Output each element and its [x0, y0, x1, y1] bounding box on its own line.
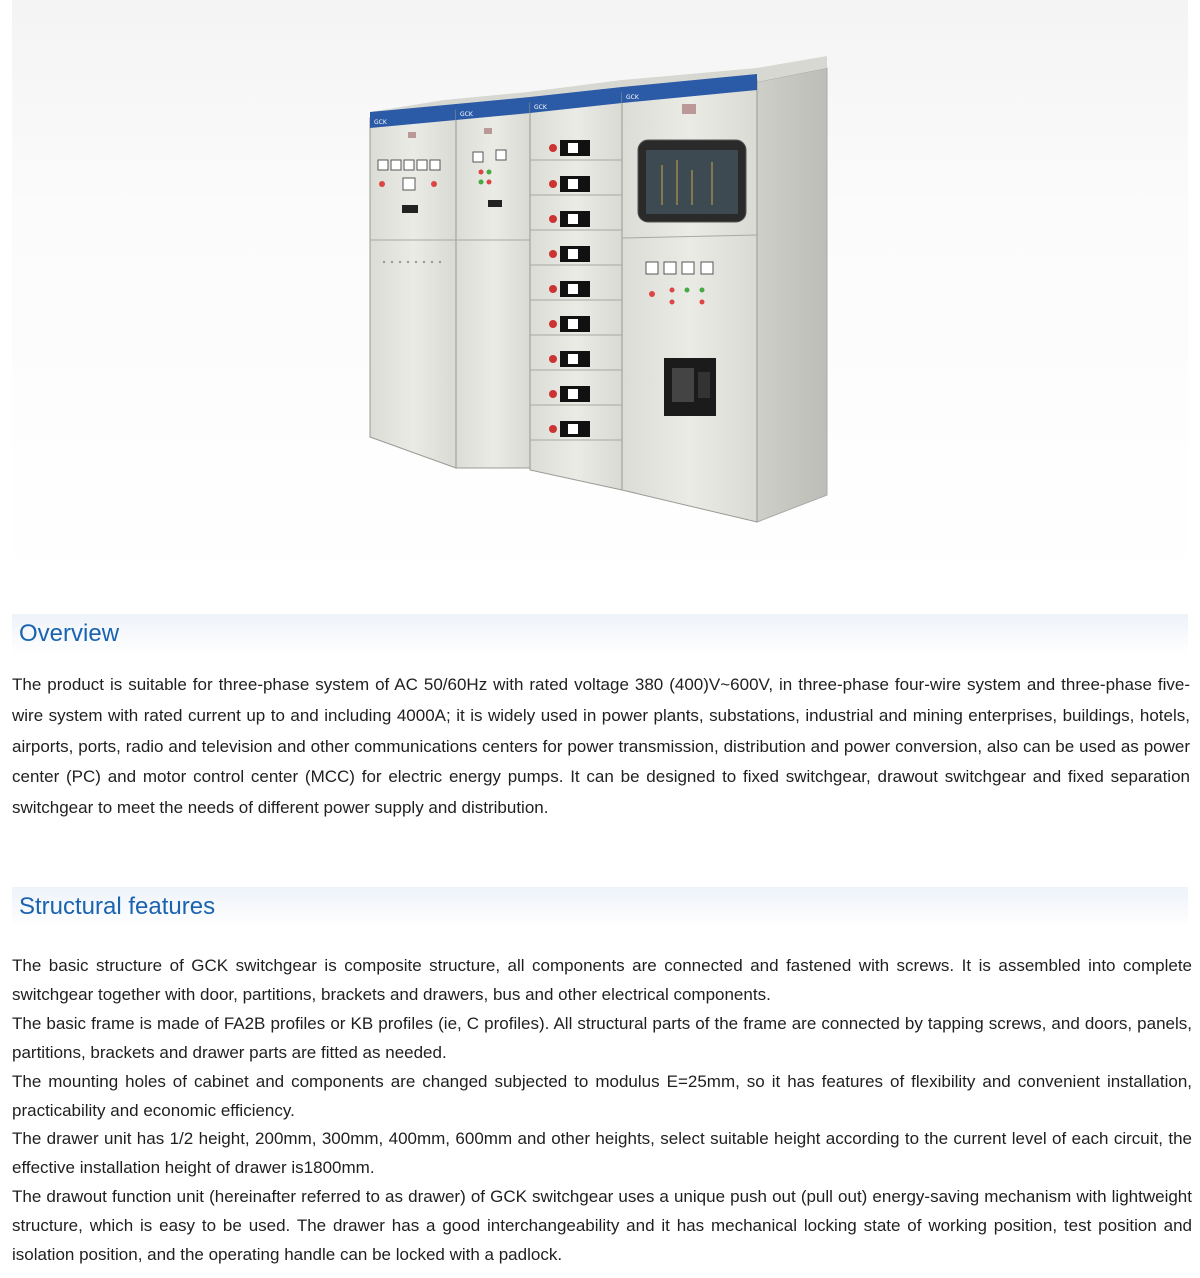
product-image-area: [12, 0, 1188, 596]
feature-paragraph: The basic structure of GCK switchgear is composite structure, all components are connected and fastened with screws. It is assembled into complete switchgear together with door, partitions, brackets and drawers, bus and other electrical components.: [12, 956, 1192, 1004]
feature-paragraph: The drawer unit has 1/2 height, 200mm, 300mm, 400mm, 600mm and other heights, select suitable height according to the current level of each circuit, the effective installation height of drawer is1800mm.: [12, 1129, 1192, 1178]
panel-label: GCK: [374, 119, 387, 126]
panel-label: GCK: [460, 111, 473, 118]
feature-paragraph: The drawout function unit (hereinafter referred to as drawer) of GCK switchgear uses a unique push out (pull out) energy-saving mechanism with lightweight structure, which is easy to be used. The drawer has a good interchangeability and it has mechanical locking state of working position, test position and isolation position, and the operating handle can be locked with a padlock.: [12, 1187, 1192, 1265]
structural-features-list: [12, 952, 1192, 1270]
overview-section-header: [12, 614, 1188, 654]
switchgear-cabinet-image: [12, 0, 1188, 596]
structural-features-heading: Structural features: [19, 893, 216, 920]
panel-label: GCK: [534, 104, 547, 111]
feature-paragraph: The basic frame is made of FA2B profiles or KB profiles (ie, C profiles). All structural parts of the frame are connected by tapping screws, and doors, panels, partitions, brackets and drawer parts are fitted as needed.: [12, 1013, 1192, 1062]
overview-paragraph: The product is suitable for three-phase system of AC 50/60Hz with rated voltage 380 (400)V~600V, in three-phase four-wire system and three-phase five-wire system with rated current up to and including 4000A; it is widely used in power plants, substations, industrial and mining enterprises, buildings, hotels, airports, ports, radio and television and other communications centers for power transmission, distribution and power conversion, also can be used as power center (PC) and motor control center (MCC) for electric energy pumps. It can be designed to fixed switchgear, drawout switchgear and fixed separation switchgear to meet the needs of different power supply and distribution.: [12, 675, 1190, 818]
panel-label: GCK: [626, 94, 639, 101]
overview-heading: Overview: [19, 620, 120, 647]
feature-paragraph: The mounting holes of cabinet and components are changed subjected to modulus E=25mm, so it has features of flexibility and convenient installation, practicability and economic efficiency.: [12, 1071, 1192, 1120]
structural-features-section-header: [12, 887, 1188, 927]
